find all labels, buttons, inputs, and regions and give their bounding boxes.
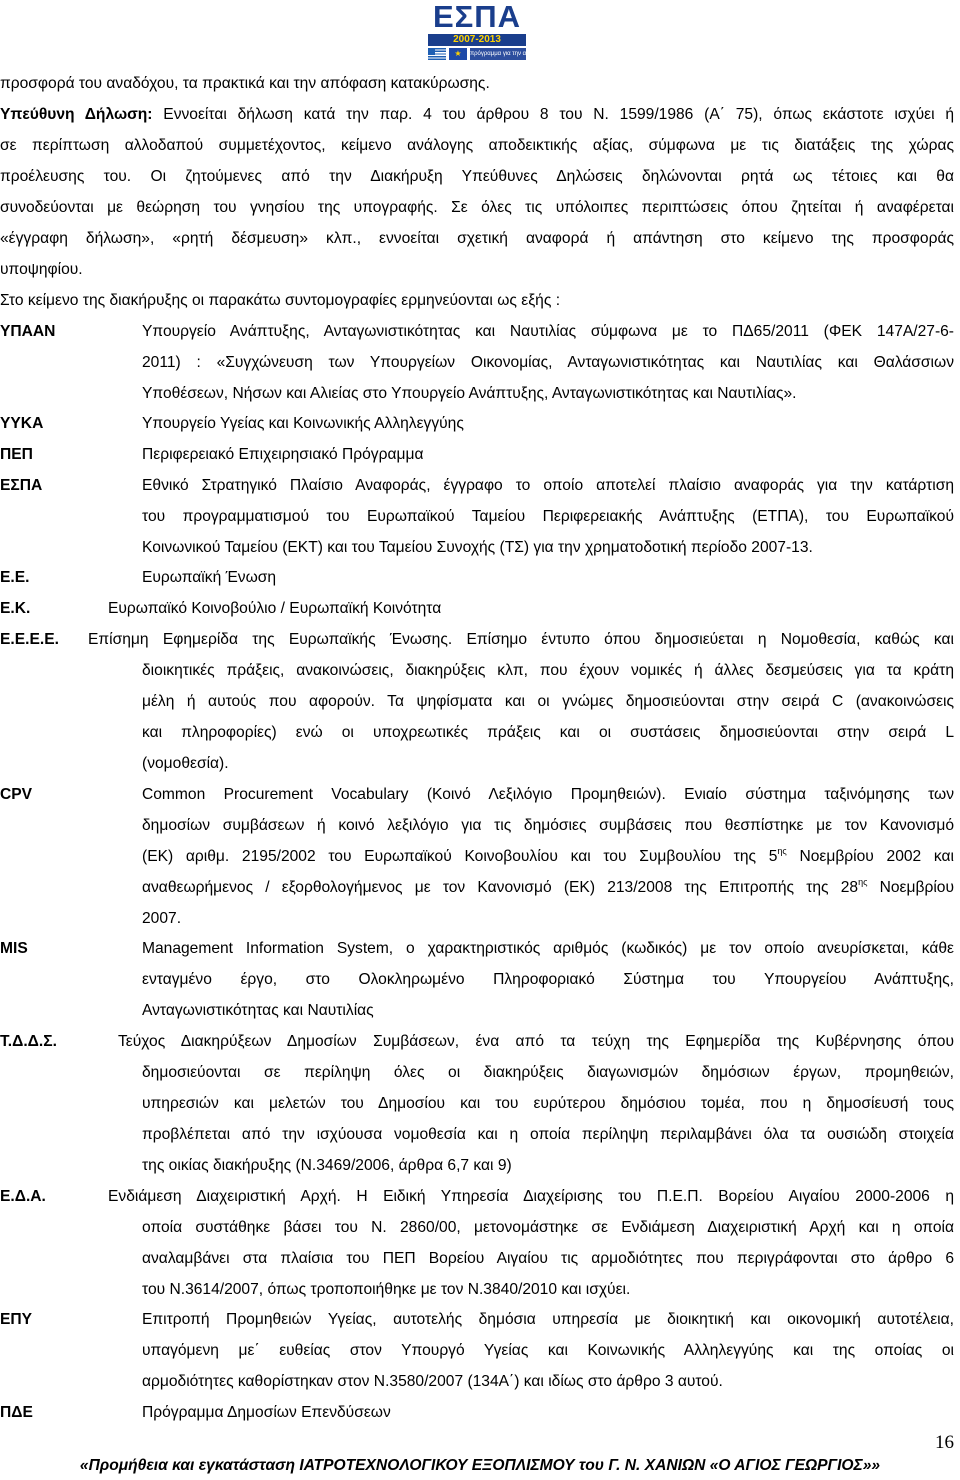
abbr-term: Ε.Ε. bbox=[0, 569, 30, 586]
abbr-definition-line: διοικητικές πράξεις, ανακοινώσεις, διακηρύξεις κλπ, που έχουν νομικές ή άλλες δεσμεύσεις για τα κράτη bbox=[142, 662, 954, 679]
document-footer: «Προμήθεια και εγκατάσταση ΙΑΤΡΟΤΕΧΝΟΛΟΓΙΚΟΥ ΕΞΟΠΛΙΣΜΟΥ του Γ. Ν. ΧΑΝΙΩΝ «Ο ΑΓΙΟΣ ΓΕΩΡΓΙΟΣ»» bbox=[79, 1457, 881, 1474]
intro-line-7: υποψηφίου. bbox=[0, 261, 83, 278]
superscript: ης bbox=[858, 877, 868, 887]
abbr-definition-line: Ανταγωνιστικότητας και Ναυτιλίας bbox=[142, 1002, 374, 1019]
abbr-definition-line: του Ν.3614/2007, όπως τροποποιήθηκε με τον Ν.3840/2010 και ισχύει. bbox=[142, 1281, 631, 1298]
intro-line-2: Υπεύθυνη Δήλωση: Εννοείται δήλωση κατά την παρ. 4 του άρθρου 8 του Ν. 1599/1986 (Α΄ 75), όπως εκάστοτε ισχύει ή bbox=[0, 106, 955, 123]
abbr-definition-line: Υποθέσεων, Νήσων και Αλιείας στο Υπουργείο Ανάπτυξης, Ανταγωνιστικότητας και Ναυτιλίας». bbox=[142, 385, 797, 402]
abbr-definition-line: Υπουργείο Ανάπτυξης, Ανταγωνιστικότητας και Ναυτιλίας σύμφωνα με το ΠΔ65/2011 (ΦΕΚ 147Α/27-6- bbox=[142, 323, 954, 340]
abbr-definition-line: ενταγμένο έργο, στο Ολοκληρωμένο Πληροφοριακό Σύστημα του Υπουργείου Ανάπτυξης, bbox=[142, 971, 954, 988]
abbr-term: Ε.Δ.Α. bbox=[0, 1188, 46, 1205]
abbr-definition-line: αρμοδιότητες καθορίστηκαν στον Ν.3580/2007 (134Α΄) και ιδίως στο άρθρο 3 αυτού. bbox=[142, 1373, 723, 1390]
abbr-definition-line: Ενδιάμεση Διαχειριστική Αρχή. Η Ειδική Υπηρεσία Διαχείρισης του Π.Ε.Π. Βορείου Αιγαίου 2000-2006 η bbox=[108, 1188, 954, 1205]
abbr-definition-line: Υπουργείο Υγείας και Κοινωνικής Αλληλεγγύης bbox=[142, 415, 464, 432]
abbr-definition-line: (ΕΚ) αριθμ. 2195/2002 του Ευρωπαϊκού Κοινοβουλίου και του Συμβουλίου της $5^{\eta\varsigma}$ Νοεμβρίου 2002 και bbox=[142, 846, 954, 865]
abbr-definition-line: Ευρωπαϊκό Κοινοβούλιο / Ευρωπαϊκή Κοινότητα bbox=[108, 600, 442, 617]
abbr-definition-line: μέλη ή αυτούς που αφορούν. Τα ψηφίσματα και οι γνώμες δημοσιεύονται στην σειρά C (ανακοινώσεις bbox=[142, 693, 954, 710]
logo-wordmark: ΕΣΠΑ bbox=[432, 0, 522, 34]
abbr-definition-line: Common Procurement Vocabulary (Κοινό Λεξιλόγιο Προμηθειών). Ενιαίο σύστημα ταξινόμησης των bbox=[142, 786, 954, 803]
abbr-definition-line: της οικίας διακήρυξης (Ν.3469/2006, άρθρα 6,7 και 9) bbox=[142, 1157, 512, 1174]
abbr-definition-line: οποία συστάθηκε βάσει του Ν. 2860/00, μετονομάστηκε σε Ενδιάμεση Διαχειριστική Αρχή και η οποία bbox=[142, 1219, 954, 1236]
abbr-term: CPV bbox=[0, 786, 33, 803]
abbr-definition-line: Επίσημη Εφημερίδα της Ευρωπαϊκής Ένωσης. Επίσημο έντυπο όπου δημοσιεύεται η Νομοθεσία, καθώς και bbox=[88, 631, 954, 648]
abbr-definition-line: 2007. bbox=[142, 910, 182, 927]
greek-flag-icon bbox=[428, 48, 446, 60]
abbr-definition-line: Πρόγραμμα Δημοσίων Επενδύσεων bbox=[142, 1404, 391, 1421]
abbreviations-intro: Στο κείμενο της διακήρυξης οι παρακάτω συντομογραφίες ερμηνεύονται ως εξής : bbox=[0, 292, 561, 309]
superscript: ης bbox=[777, 846, 787, 856]
abbr-term: ΥΠΑΑΝ bbox=[0, 323, 56, 340]
logo-flags bbox=[428, 48, 549, 60]
abbr-term: Ε.Ε.Ε.Ε. bbox=[0, 631, 59, 648]
espa-logo bbox=[418, 0, 549, 64]
abbr-definition-line: Management Information System, ο χαρακτηριστικός αριθμός (κωδικός) με τον οποίο ανευρίσκεται, κάθε bbox=[142, 940, 954, 957]
abbr-term: ΕΠΥ bbox=[0, 1311, 33, 1328]
abbr-definition-line: Εθνικό Στρατηγικό Πλαίσιο Αναφοράς, έγγραφο το οποίο αποτελεί πλαίσιο αναφοράς για την κατάρτιση bbox=[142, 477, 954, 494]
abbr-term: Τ.Δ.Δ.Σ. bbox=[0, 1033, 57, 1050]
intro-line-6: «έγγραφη δήλωση», «ρητή δέσμευση» κλπ., εννοείται σχετική αναφορά ή απάντηση στο κείμενο της προσφοράς bbox=[0, 230, 954, 247]
logo-slogan: πρόγραμμα για την ανάπτυξη bbox=[470, 48, 526, 60]
abbr-term: ΕΣΠΑ bbox=[0, 477, 43, 494]
abbr-term: ΠΕΠ bbox=[0, 446, 33, 463]
abbr-definition-line: και πληροφορίες) ενώ οι υποχρεωτικές πράξεις και οι συστάσεις δημοσιεύονται στην σειρά L bbox=[142, 724, 954, 741]
abbr-definition-line: Κοινωνικού Ταμείου (ΕΚΤ) και του Ταμείου Συνοχής (ΤΣ) για την χρηματοδοτική περίοδο 2007-13. bbox=[142, 539, 813, 556]
intro-line-4: προέλευσης του. Οι ζητούμενες από την Διακήρυξη Υπεύθυνες Δηλώσεις δηλώνονται ρητά ως τέτοιες και θα bbox=[0, 168, 954, 185]
abbr-definition-line: Επιτροπή Προμηθειών Υγείας, αυτοτελής δημόσια υπηρεσία με διοικητική και οικονομική αυτοτέλεια, bbox=[142, 1311, 954, 1328]
logo-years: 2007-2013 bbox=[428, 34, 526, 46]
abbr-term: Ε.Κ. bbox=[0, 600, 31, 617]
abbr-definition-line: προβλέπεται από την ισχύουσα νομοθεσία και η οποία περίληψη περιλαμβάνει όλα τα ουσιώδη στοιχεία bbox=[142, 1126, 954, 1143]
abbr-definition-line: δημοσίων συμβάσεων ή κοινό λεξιλόγιο για τις δημόσιες συμβάσεις που θεσπίστηκε με τον Κανονισμό bbox=[142, 817, 954, 834]
abbr-definition-line: αναθεωρήμενος / εξορθολογήμενος με τον Κανονισμό (ΕΚ) 213/2008 της Επιτροπής της $28^{\eta\varsigma}$ Νοεμβρίου bbox=[142, 877, 954, 896]
abbr-definition-line: δημοσιεύονται σε περίληψη όλες οι διακηρύξεις διαγωνισμών δημόσιων έργων, προμηθειών, bbox=[142, 1064, 954, 1081]
abbr-definition-line: Περιφερειακό Επιχειρησιακό Πρόγραμμα bbox=[142, 446, 424, 463]
abbr-definition-line: Τεύχος Διακηρύξεων Δημοσίων Συμβάσεων, ένα από τα τεύχη της Εφημερίδα της Κυβέρνησης όπου bbox=[118, 1033, 954, 1050]
eu-flag-icon: ★ bbox=[449, 48, 467, 60]
page-number: 16 bbox=[935, 1432, 954, 1453]
abbr-definition-line: υπηρεσιών και μελετών του Δημοσίου και του ευρύτερου δημόσιου τομέα, που η δημοσίευσή τους bbox=[142, 1095, 954, 1112]
abbr-definition-line: του προγραμματισμού του Ευρωπαϊκού Ταμείου Περιφερειακής Ανάπτυξης (ΕΤΠΑ), του Ευρωπαϊκού bbox=[142, 508, 954, 525]
abbr-term: ΠΔΕ bbox=[0, 1404, 33, 1421]
abbr-definition-line: Ευρωπαϊκή Ένωση bbox=[142, 569, 277, 586]
abbr-definition-line: (νομοθεσία). bbox=[142, 755, 229, 772]
abbr-term: ΥΥΚΑ bbox=[0, 415, 44, 432]
responsible-declaration-term: Υπεύθυνη Δήλωση: bbox=[0, 106, 153, 123]
abbr-definition-line: 2011) : «Συγχώνευση των Υπουργείων Οικονομίας, Ανταγωνιστικότητας και Ναυτιλίας και Θαλάσσιων bbox=[142, 354, 954, 371]
intro-line-5: συνοδεύονται με θεώρηση του γνησίου της υπογραφής. Σε όλες τις υπόλοιπες περιπτώσεις όπου ζητείται ή αναφέρεται bbox=[0, 199, 954, 216]
abbr-term: MIS bbox=[0, 940, 28, 957]
abbr-definition-line: υπαγόμενη με΄ ευθείας στον Υπουργό Υγείας και Κοινωνικής Αλληλεγγύης και της οποίας οι bbox=[142, 1342, 954, 1359]
abbr-definition-line: αναλαμβάνει στα πλαίσια του ΠΕΠ Βορείου Αιγαίου τις αρμοδιότητες που περιγράφονται στο άρθρο 6 bbox=[142, 1250, 954, 1267]
intro-line-1: προσφορά του αναδόχου, τα πρακτικά και την απόφαση κατακύρωσης. bbox=[0, 75, 490, 92]
intro-line-3: σε περίπτωση αλλοδαπού συμμετέχοντος, κείμενο ανάλογης αποδεικτικής αξίας, σύμφωνα με τις διατάξεις της χώρας bbox=[0, 137, 954, 154]
